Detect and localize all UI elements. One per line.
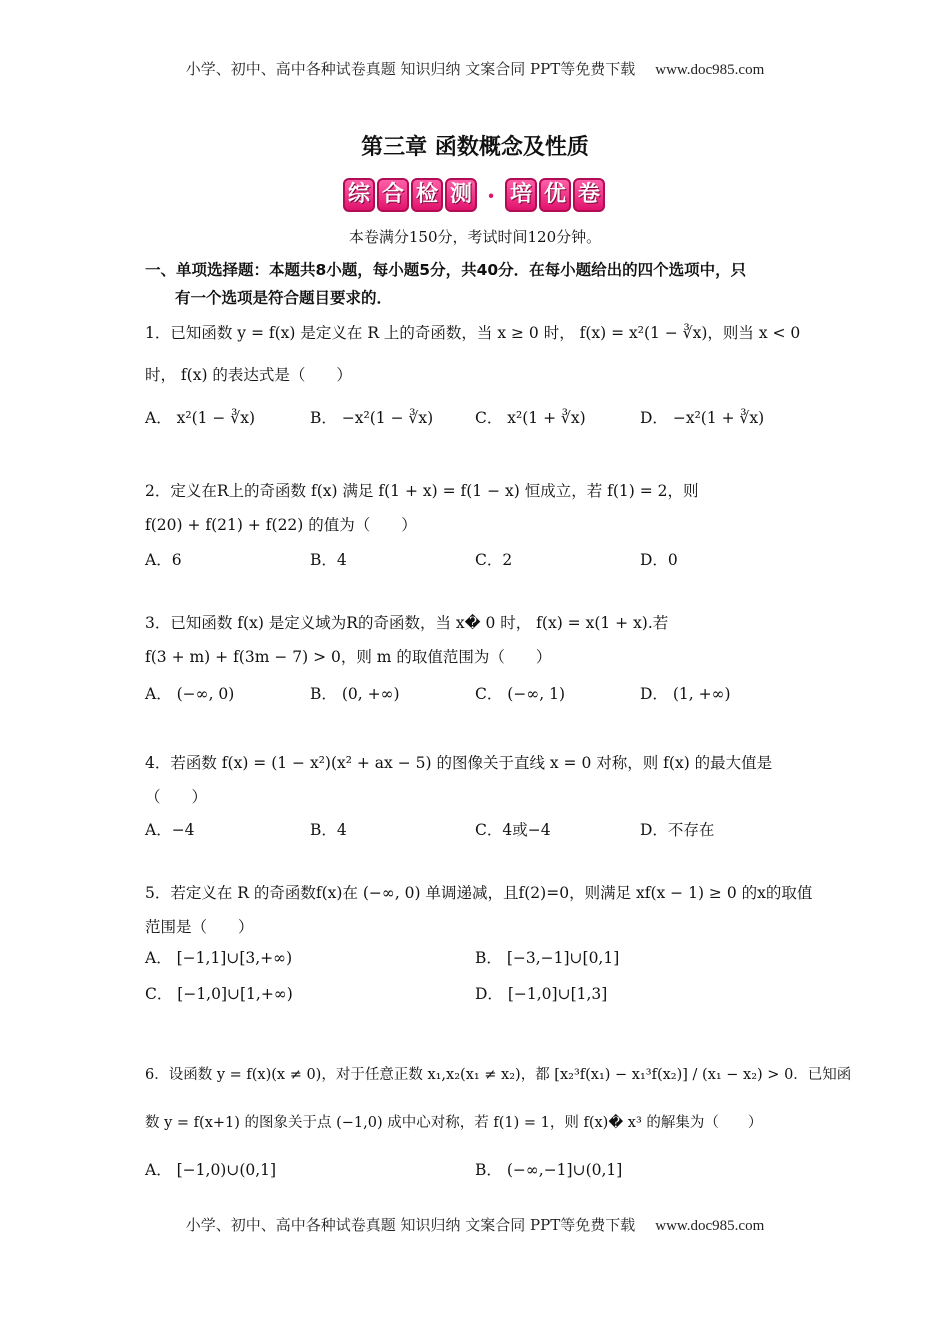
banner-char: 综	[343, 178, 375, 212]
option-a[interactable]: A． [−1,1]∪[3,+∞)	[145, 949, 293, 967]
question-4-options	[145, 818, 810, 848]
banner-dot: ·	[486, 180, 496, 210]
question-2-line-2: f(20) + f(21) + f(22) 的值为（ ）	[145, 516, 417, 534]
option-c[interactable]: C．2	[475, 551, 513, 569]
footer-url[interactable]: www.doc985.com	[655, 1218, 765, 1234]
question-5-options-row-1	[145, 946, 810, 976]
option-a[interactable]: A．6	[145, 551, 182, 569]
option-d[interactable]: D．不存在	[640, 821, 715, 839]
question-1-line-2: 时， f(x) 的表达式是（ ）	[145, 366, 352, 384]
question-2-options	[145, 548, 810, 578]
option-d[interactable]: D． −x²(1 + ∛x)	[640, 409, 765, 427]
option-d[interactable]: D． (1, +∞)	[640, 685, 731, 703]
option-b[interactable]: B．4	[310, 551, 347, 569]
page-title: 第三章 函数概念及性质	[361, 135, 589, 160]
option-b[interactable]: B． −x²(1 − ∛x)	[310, 409, 434, 427]
footer-text: 小学、初中、高中各种试卷真题 知识归纳 文案合同 PPT等免费下载	[185, 1216, 636, 1234]
question-3-line-1: 3．已知函数 f(x) 是定义域为R的奇函数，当 x� 0 时， f(x) = x(1 + x).若	[145, 614, 669, 632]
section-line-2: 有一个选项是符合题目要求的．	[175, 289, 393, 307]
option-a[interactable]: A． [−1,0)∪(0,1]	[145, 1161, 277, 1179]
banner	[343, 176, 605, 214]
option-a[interactable]: A． (−∞, 0)	[145, 685, 235, 703]
banner-char: 检	[411, 178, 443, 212]
question-2-line-1: 2．定义在R上的奇函数 f(x) 满足 f(1 + x) = f(1 − x) 恒成立，若 f(1) = 2，则	[145, 482, 699, 500]
page-footer	[0, 1214, 950, 1235]
option-b[interactable]: B．4	[310, 821, 347, 839]
question-2	[145, 474, 810, 542]
option-a[interactable]: A． x²(1 − ∛x)	[145, 409, 255, 427]
question-1-line-1: 1．已知函数 y = f(x) 是定义在 R 上的奇函数，当 x ≥ 0 时， f(x) = x²(1 − ∛x)，则当 x < 0	[145, 324, 801, 342]
question-4	[145, 746, 810, 814]
question-4-line-1: 4．若函数 f(x) = (1 − x²)(x² + ax − 5) 的图像关于直线 x = 0 对称，则 f(x) 的最大值是	[145, 754, 773, 772]
banner-char: 合	[377, 178, 409, 212]
question-3-line-2: f(3 + m) + f(3m − 7) > 0，则 m 的取值范围为（ ）	[145, 648, 552, 666]
exam-intro: 本卷满分150分，考试时间120分钟。	[348, 228, 602, 246]
banner-char: 测	[445, 178, 477, 212]
question-6-line-1: 6．设函数 y = f(x)(x ≠ 0)，对于任意正数 x₁,x₂(x₁ ≠ x₂)，都 [x₂³f(x₁) − x₁³f(x₂)] / (x₁ − x₂) > 0．已知函	[145, 1067, 852, 1083]
question-1	[145, 316, 810, 392]
question-5	[145, 876, 813, 944]
option-d[interactable]: D．0	[640, 551, 678, 569]
question-3	[145, 606, 810, 674]
question-6-options	[145, 1158, 810, 1188]
question-4-line-2: （ ）	[145, 788, 208, 806]
option-c[interactable]: C．4或−4	[475, 821, 551, 839]
question-1-options	[145, 406, 810, 436]
option-b[interactable]: B． [−3,−1]∪[0,1]	[475, 949, 620, 967]
question-5-line-1: 5．若定义在 R 的奇函数f(x)在 (−∞, 0) 单调递减，且f(2)=0，则满足 xf(x − 1) ≥ 0 的x的取值	[145, 884, 813, 902]
section-heading	[145, 256, 810, 312]
option-b[interactable]: B． (0, +∞)	[310, 685, 400, 703]
question-6	[145, 1058, 852, 1140]
question-6-line-2: 数 y = f(x+1) 的图象关于点 (−1,0) 成中心对称，若 f(1) = 1，则 f(x)� x³ 的解集为（ ）	[145, 1115, 763, 1131]
question-3-options	[145, 682, 810, 712]
question-5-options-row-2	[145, 982, 810, 1012]
page-header	[0, 58, 950, 79]
banner-char: 优	[539, 178, 571, 212]
option-a[interactable]: A．−4	[145, 821, 195, 839]
header-url[interactable]: www.doc985.com	[655, 62, 765, 78]
option-b[interactable]: B． (−∞,−1]∪(0,1]	[475, 1161, 623, 1179]
option-c[interactable]: C． (−∞, 1)	[475, 685, 565, 703]
option-d[interactable]: D． [−1,0]∪[1,3]	[475, 985, 608, 1003]
banner-char: 培	[505, 178, 537, 212]
header-text: 小学、初中、高中各种试卷真题 知识归纳 文案合同 PPT等免费下载	[185, 60, 636, 78]
option-c[interactable]: C． x²(1 + ∛x)	[475, 409, 586, 427]
question-5-line-2: 范围是（ ）	[145, 918, 254, 936]
section-line-1: 一、单项选择题：本题共8小题，每小题5分，共40分．在每小题给出的四个选项中，只	[145, 261, 747, 279]
banner-char: 卷	[573, 178, 605, 212]
option-c[interactable]: C． [−1,0]∪[1,+∞)	[145, 985, 293, 1003]
